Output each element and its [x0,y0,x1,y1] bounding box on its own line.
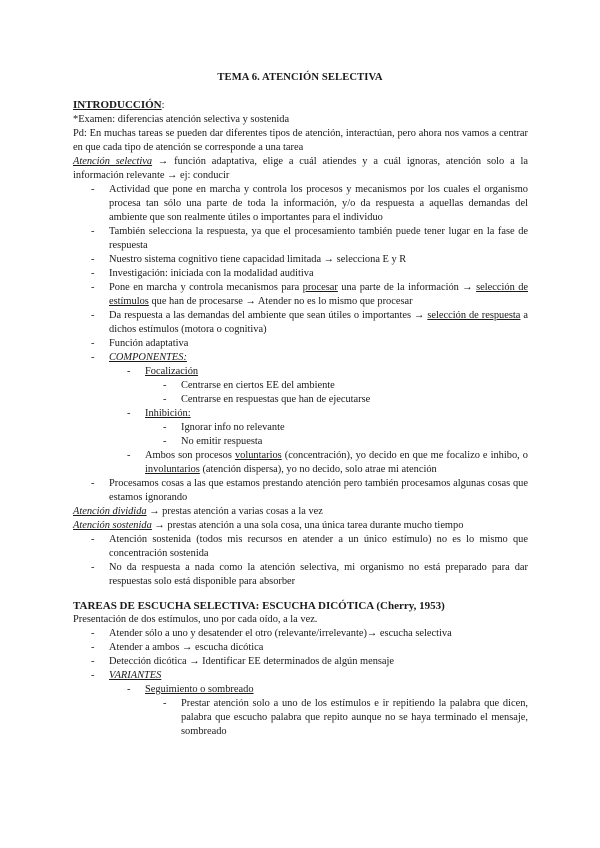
list-item: - Detección dicótica → Identificar EE determinados de algún mensaje [91,656,395,667]
selective-def-text: → función adaptativa, elige a cuál atiendes y a cuál ignoras, atención solo a la información relevante → ej: conducir [73,156,529,181]
list-item: - Procesamos cosas a las que estamos prestando atención pero también procesamos algunas cosas que estamos ignorando [91,478,528,503]
bullet-dash: - [91,352,95,363]
variantes-heading: VARIANTES [109,670,162,681]
bullet-dash: - [91,656,95,667]
intro-heading: INTRODUCCIÓN [73,99,162,111]
divided-definition: Atención dividida → prestas atención a varias cosas a la vez [73,506,323,517]
list-item: - Actividad que pone en marcha y controla los procesos y mecanismos por los cuales el organismo procesa tan sólo una parte de toda la información, y/o da respuesta a aquellas demandas del ambiente que son realmente útiles o importantes para el individuo [91,184,528,223]
list-item [73,365,528,379]
pd-note: Pd: En muchas tareas se pueden dar diferentes tipos de atención, interactúan, pero ahora nos vamos a centrar en que cada tipo de atención se corresponde a una tarea [73,128,528,153]
bullet-dash: - [163,698,167,709]
bullet-dash: - [91,310,95,321]
bullet-dash: - [127,408,131,419]
selective-term: Atención selectiva [73,156,153,167]
list-item: - No emitir respuesta [163,436,263,447]
bullet-dash: - [91,184,95,195]
list-item: - Da respuesta a las demandas del ambiente que sean útiles o importantes → selección de respuesta a dichos estímulos (motora o cognitiva) [91,310,528,335]
seguimiento-heading: Seguimiento o sombreado [145,684,254,695]
list-item [73,669,528,683]
list-item: - Ignorar info no relevante [163,422,285,433]
bullet-dash: - [127,366,131,377]
selective-bullet-list [73,183,528,505]
list-item: - Prestar atención solo a uno de los estímulos e ir repitiendo la palabra que dicen, palabra que escucho palabra que repito aunque no se haya terminado el mensaje, sombreado [163,698,528,737]
tareas-bullet-list [73,627,528,739]
divided-term: Atención dividida [73,506,147,517]
bullet-dash: - [91,338,95,349]
exam-note: *Examen: diferencias atención selectiva y sostenida [73,114,290,125]
list-item: - Investigación: iniciada con la modalidad auditiva [91,268,314,279]
section-spacer [73,589,528,599]
inhibicion-heading: Inhibición: [145,408,191,419]
list-item: - Atender a ambos → escucha dicótica [91,642,264,653]
tareas-heading: TAREAS DE ESCUCHA SELECTIVA: ESCUCHA DICÓTICA (Cherry, 1953) [73,600,445,612]
list-item: - No da respuesta a nada como la atención selectiva, mi organismo no está preparado para dar respuestas solo está disponible para absorber [91,562,528,587]
focalizacion-heading: Focalización [145,366,199,377]
bullet-dash: - [91,628,95,639]
list-item [73,683,528,697]
list-item: - Nuestro sistema cognitivo tiene capacidad limitada → selecciona E y R [91,254,407,265]
list-item: - Centrarse en respuestas que han de ejecutarse [163,394,371,405]
list-item [73,351,528,365]
list-item: - Atender sólo a uno y desatender el otro (relevante/irrelevante)→ escucha selectiva [91,628,452,639]
bullet-dash: - [91,478,95,489]
bullet-dash: - [163,380,167,391]
list-item: - Pone en marcha y controla mecanismos para procesar una parte de la información → selección de estímulos que han de procesarse → Atender no es lo mismo que procesar [91,282,529,307]
sustained-bullet-list [73,533,528,589]
bullet-dash: - [127,450,131,461]
componentes-heading: COMPONENTES: [109,352,187,363]
bullet-dash: - [91,226,95,237]
sustained-term: Atención sostenida [73,520,152,531]
list-item: - Atención sostenida (todos mis recursos en atender a un único estímulo) no es lo mismo que concentración sostenida [91,534,528,559]
bullet-dash: - [91,254,95,265]
page-title: TEMA 6. ATENCIÓN SELECTIVA [217,72,383,83]
intro-heading-line [73,98,528,113]
bullet-dash: - [163,436,167,447]
list-item: - Función adaptativa [91,338,189,349]
intro-heading-colon: : [161,100,165,111]
bullet-dash: - [91,670,95,681]
bullet-dash: - [163,422,167,433]
list-item [73,407,528,421]
selective-definition [73,155,528,183]
list-item: - Centrarse en ciertos EE del ambiente [163,380,335,391]
bullet-dash: - [91,282,95,293]
bullet-dash: - [91,562,95,573]
bullet-dash: - [163,394,167,405]
bullet-dash: - [91,268,95,279]
bullet-dash: - [91,534,95,545]
tareas-intro: Presentación de dos estímulos, uno por cada oído, a la vez. [73,614,318,625]
sustained-definition: Atención sostenida → prestas atención a una sola cosa, una única tarea durante mucho tiempo [73,520,464,531]
bullet-dash: - [91,642,95,653]
list-item: - Ambos son procesos voluntarios (concentración), yo decido en que me focalizo e inhibo, o involuntarios (atención dispersa), yo no decido, solo atrae mi atención [127,450,528,475]
bullet-dash: - [127,684,131,695]
document-content [73,98,528,739]
list-item: - También selecciona la respuesta, ya que el procesamiento también puede tener lugar en la fase de respuesta [91,226,528,251]
